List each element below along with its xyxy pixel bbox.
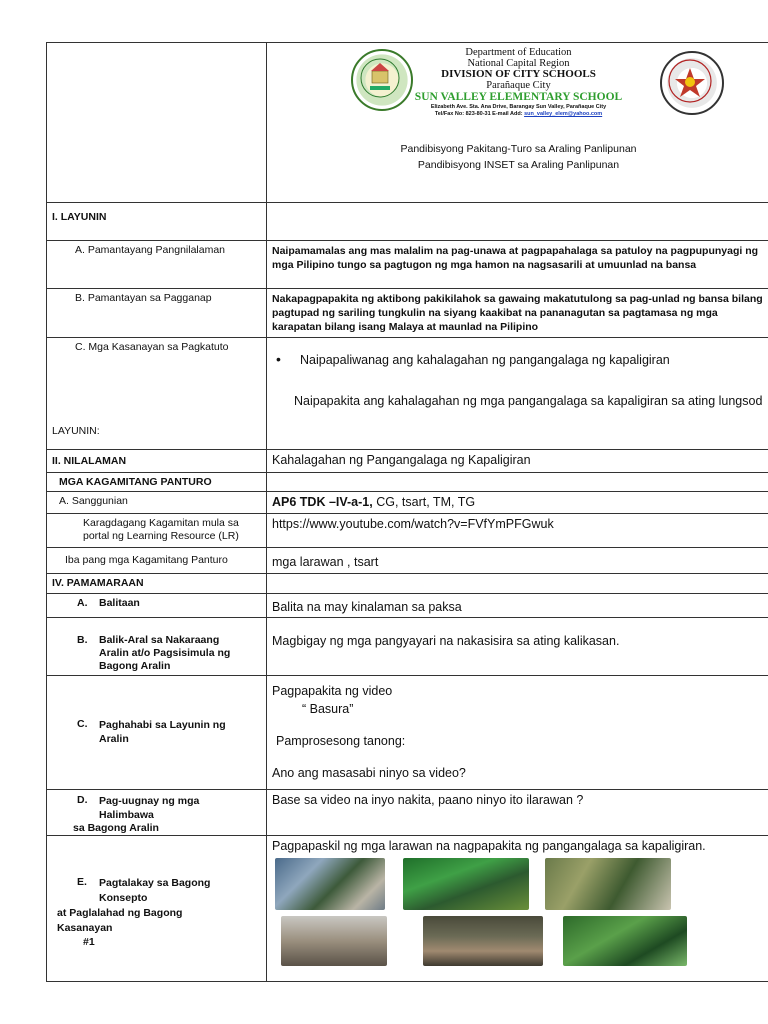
balitaan-label: Balitaan (99, 597, 140, 609)
nilalaman-value: Kahalagahan ng Pangangalaga ng Kapaligiran (267, 450, 768, 473)
division-name: DIVISION OF CITY SCHOOLS (441, 68, 596, 80)
pamamaraan-empty (267, 574, 768, 594)
section-kagamitan: MGA KAGAMITANG PANTURO (47, 473, 267, 492)
plan-title-1: Pandibisyong Pakitang-Turo sa Araling Panlipunan (400, 143, 637, 155)
photo-cleanup-1 (275, 858, 385, 910)
sanggunian-value-cell (267, 492, 768, 514)
layunin-empty (267, 203, 768, 241)
balitaan-label-cell (47, 594, 267, 618)
pagtalakay-label: Pagtalakay sa Bagong Konsepto (99, 877, 211, 904)
pamantayang-pangnilalaman-label: A. Pamantayang Pangnilalaman (47, 241, 267, 289)
plan-title-2: Pandibisyong INSET sa Araling Panlipunan (417, 159, 620, 171)
layunin-sub-label: LAYUNIN: (52, 425, 100, 437)
kasanayan-label: C. Mga Kasanayan sa Pagkatuto (75, 341, 229, 353)
balitaan-value: Balita na may kinalaman sa paksa (267, 594, 768, 618)
section-pamamaraan: IV. PAMAMARAAN (47, 574, 267, 594)
pag-uugnay-label-cell (47, 790, 267, 836)
pag-uugnay-label: Pag-uugnay ng mga Halimbawa (99, 795, 200, 821)
contact-line (267, 111, 768, 118)
pagtalakay-letter: E. (77, 876, 87, 888)
sanggunian-rest: CG, tsart, TM, TG (372, 495, 476, 509)
iba-pang-value: mga larawan , tsart (267, 548, 768, 574)
paghahabi-label-cell (47, 676, 267, 790)
region-name: National Capital Region (467, 58, 570, 69)
balik-aral-label-cell (47, 618, 267, 676)
pamantayan-pagganap-value: Nakapagpapakita ng aktibong pakikilahok sa gawaing makatutulong sa pag-unlad ng bansa bilang pagtupad ng sariling tungkulin na siyang kaakibat na pananagutan sa pagtamasa ng mga karapatan bilang isang Malaya at maunlad na Pilipino (267, 289, 768, 338)
lesson-plan-table (46, 42, 768, 982)
pag-uugnay-value: Base sa video na inyo nakita, paano ninyo ito ilarawan ? (267, 790, 768, 836)
photo-tree-planting (563, 916, 687, 966)
pagtalakay-value: Pagpapaskil ng mga larawan na nagpapakita ng pangangalaga sa kapaligiran. (272, 839, 706, 853)
kasanayan-value-2: Naipapakita ang kahalagahan ng mga pangangalaga sa kapaligiran sa ating lungsod (294, 394, 763, 408)
kagamitan-empty (267, 473, 768, 492)
email-link[interactable]: sun_valley_elem@yahoo.com (524, 111, 603, 117)
header-empty-cell (47, 43, 267, 203)
pag-uugnay-letter: D. (77, 794, 88, 806)
iba-pang-label: Iba pang mga Kagamitang Panturo (47, 548, 267, 574)
kasanayan-bullet (272, 353, 765, 367)
pagtalakay-label-cell (47, 836, 267, 982)
paghahabi-line-4: Ano ang masasabi ninyo sa video? (272, 766, 466, 780)
pamantayang-pangnilalaman-value: Naipamamalas ang mas malalim na pag-unawa at pagpapahalaga sa patuloy na pagpupunyagi ng mga Pilipino tungo sa pagtugon ng mga hamon na nagsasarili at umuunlad na bansa (267, 241, 768, 289)
pag-uugnay-label-2: sa Bagong Aralin (73, 822, 159, 834)
photo-planting-1 (403, 858, 529, 910)
balik-aral-letter: B. (77, 634, 88, 646)
section-nilalaman: II. NILALAMAN (47, 450, 267, 473)
balitaan-letter: A. (77, 597, 88, 609)
school-address: Elizabeth Ave. Sta. Ana Drive, Barangay Sun Valley, Parañaque City (430, 104, 607, 110)
section-layunin: I. LAYUNIN (47, 203, 267, 241)
karagdagang-link[interactable]: https://www.youtube.com/watch?v=FVfYmPFGwuk (267, 514, 768, 548)
paghahabi-line-1: Pagpapakita ng video (272, 684, 393, 698)
dept-name: Department of Education (465, 47, 572, 58)
balik-aral-value: Magbigay ng mga pangyayari na nakasisira sa ating kalikasan. (267, 618, 768, 676)
photo-students-field (423, 916, 543, 966)
bullet-dot: • (276, 351, 281, 367)
pamantayan-pagganap-label: B. Pamantayan sa Pagganap (47, 289, 267, 338)
paghahabi-letter: C. (77, 718, 88, 730)
balik-aral-label: Balik-Aral sa Nakaraang Aralin at/o Pagsisimula ng Bagong Aralin (99, 634, 231, 672)
school-header (267, 43, 768, 203)
photo-planting-2 (545, 858, 671, 910)
photo-beach-cleanup (281, 916, 387, 966)
paghahabi-value-cell (267, 676, 768, 790)
school-name: SUN VALLEY ELEMENTARY SCHOOL (414, 91, 623, 103)
city-name: Parañaque City (486, 80, 551, 91)
kasanayan-label-cell (47, 338, 267, 450)
sanggunian-code: AP6 TDK –IV-a-1, (272, 495, 373, 509)
karagdagang-label: Karagdagang Kagamitan mula sa portal ng Learning Resource (LR) (47, 514, 267, 548)
sanggunian-label: A. Sanggunian (47, 492, 267, 514)
kasanayan-value-cell (267, 338, 768, 450)
paghahabi-line-2: “ Basura” (302, 702, 354, 716)
telfax-text: Tel/Fax No: 823-80-31 E-mail Add: (434, 111, 523, 117)
kasanayan-bullet-text: Naipapaliwanag ang kahalagahan ng pangangalaga ng kapaligiran (300, 353, 670, 367)
paghahabi-label: Paghahabi sa Layunin ng Aralin (99, 719, 226, 745)
pagtalakay-label-2: at Paglalahad ng Bagong Kasanayan (57, 907, 183, 934)
header-text-block (267, 47, 768, 118)
pagtalakay-label-3: #1 (83, 936, 95, 948)
paghahabi-line-3: Pamprosesong tanong: (276, 734, 406, 748)
pagtalakay-value-cell (267, 836, 768, 982)
plan-titles (267, 141, 768, 173)
